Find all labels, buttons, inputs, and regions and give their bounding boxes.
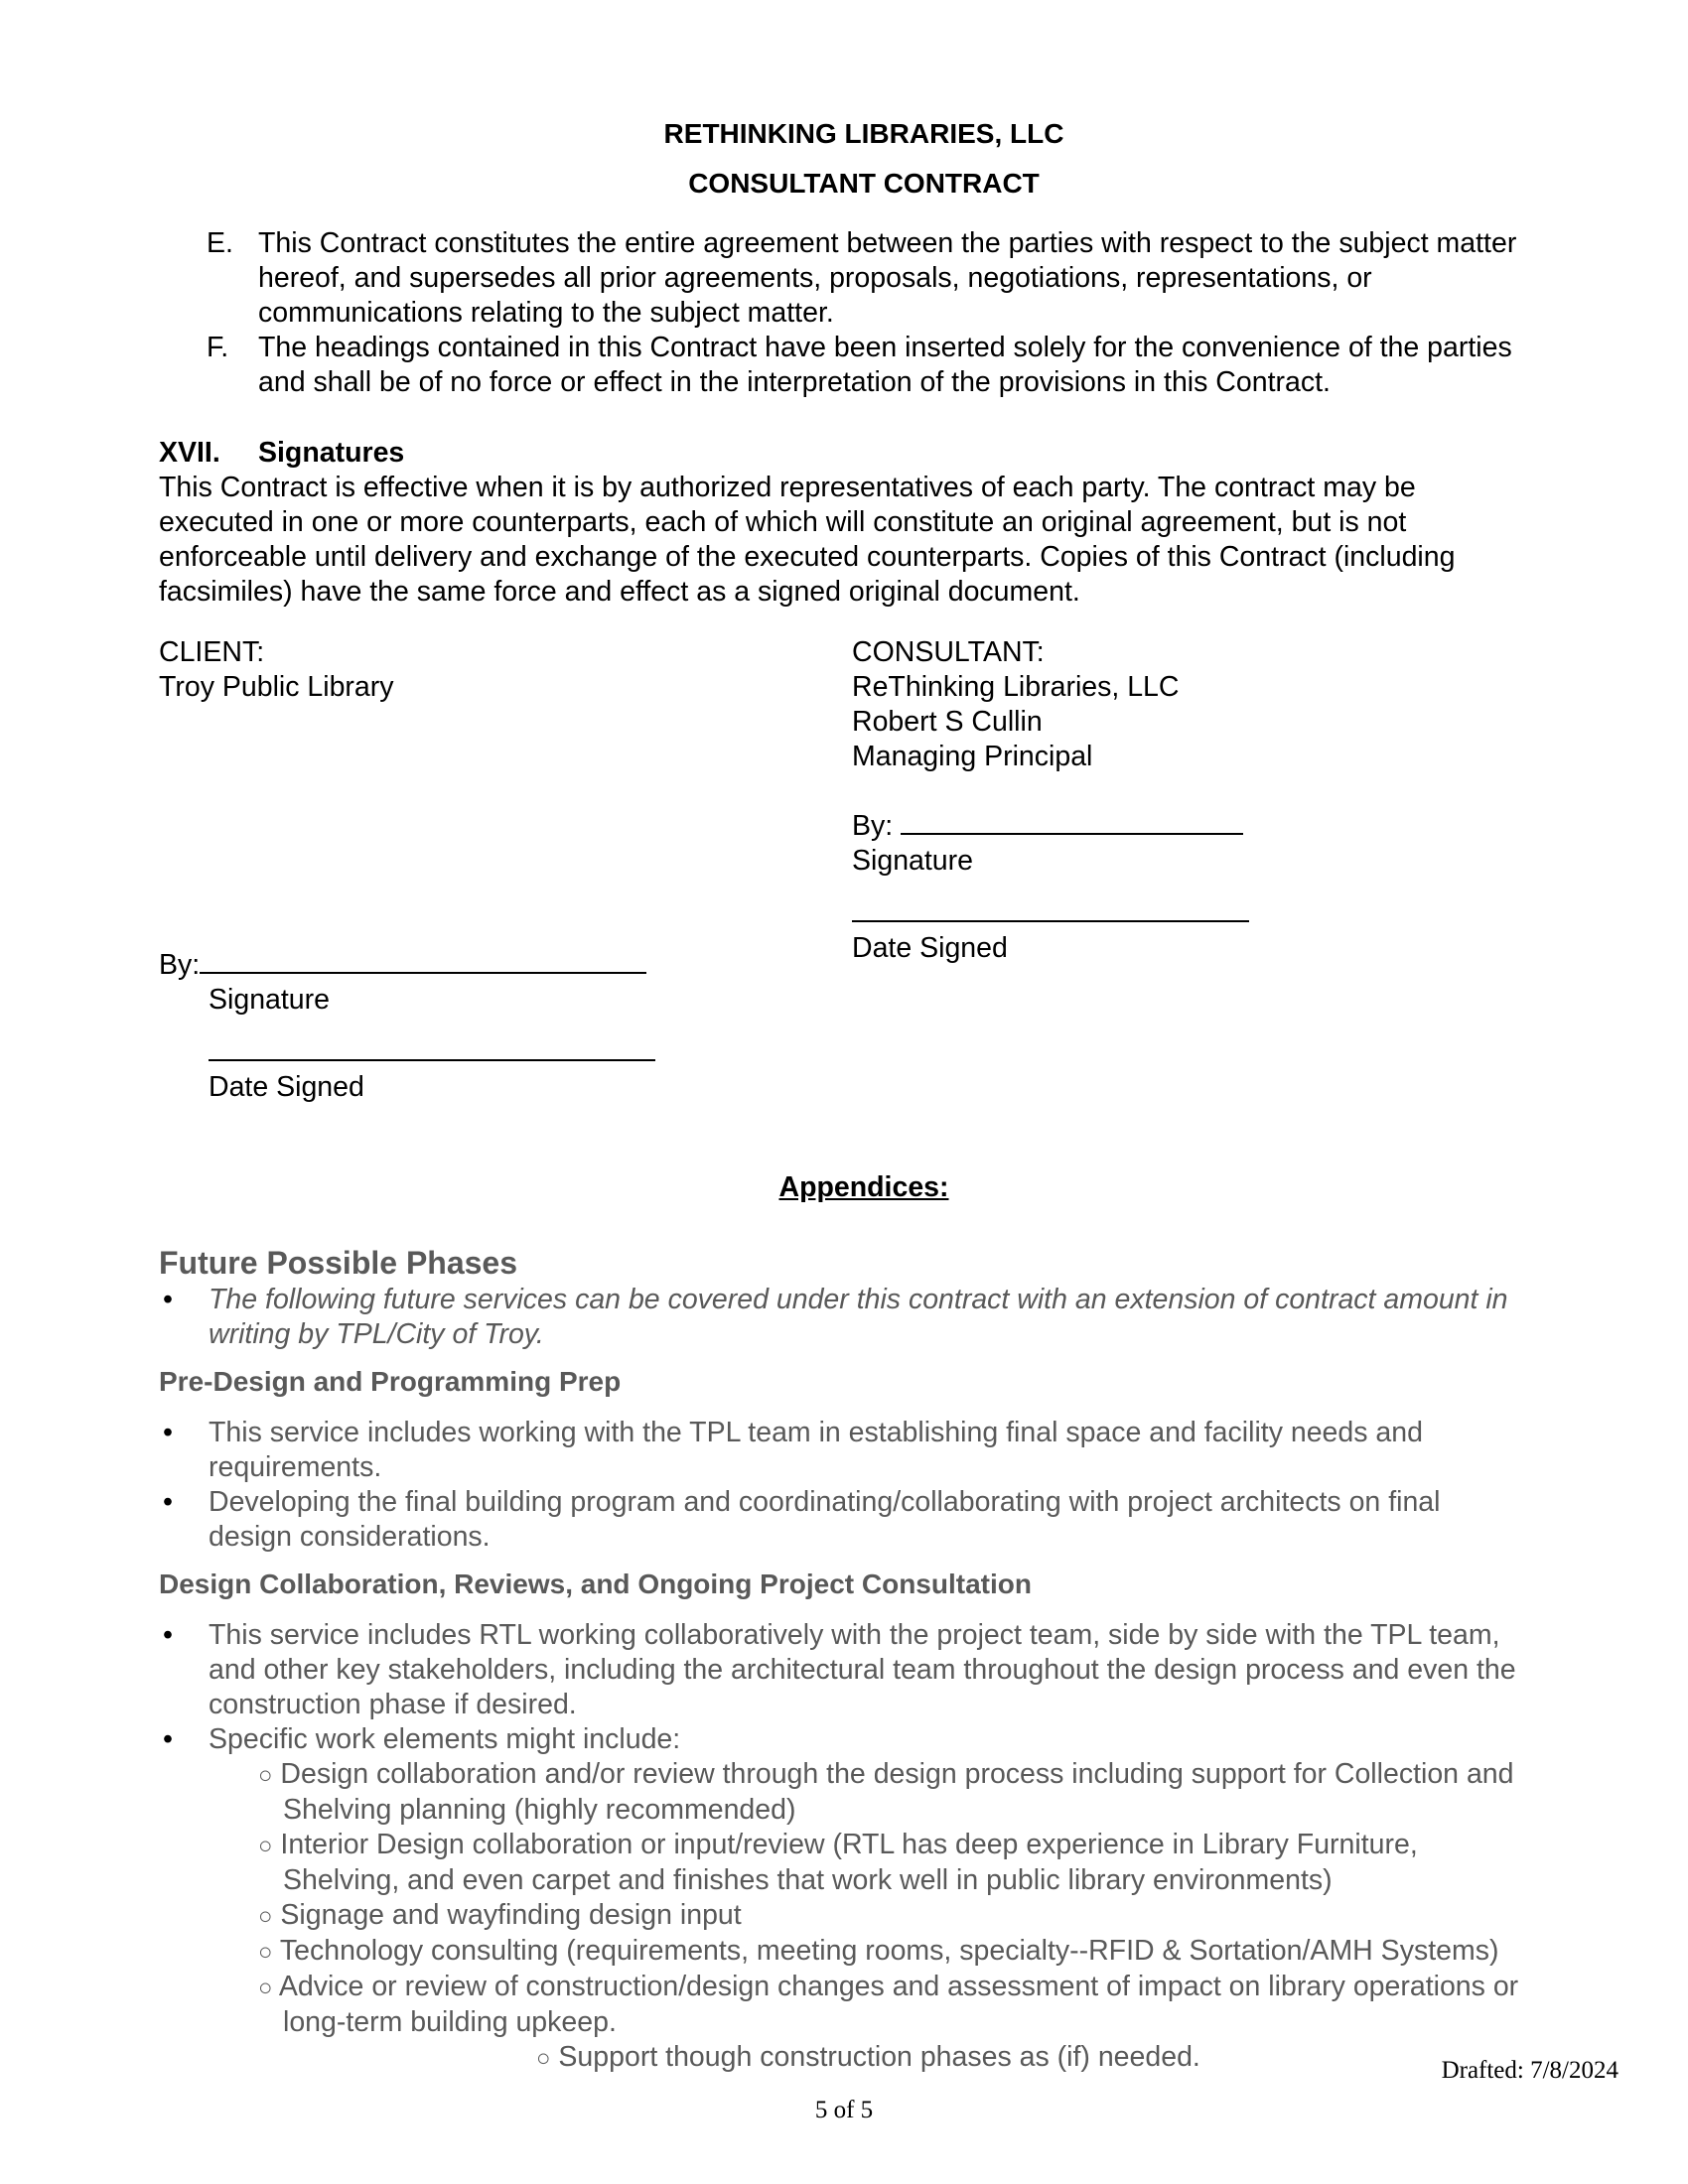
clause-text: This Contract constitutes the entire agreement between the parties with respect to the subject matter hereof, and supersedes all prior agreements, proposals, negotiations, representations, or communications relating to the subject matter.	[258, 227, 1517, 329]
consultant-signature-line[interactable]	[901, 809, 1243, 835]
company-heading: RETHINKING LIBRARIES, LLC	[663, 118, 1064, 149]
clause-marker: E.	[207, 227, 233, 259]
bullet-icon: •	[163, 1417, 173, 1448]
list-item-text: Design collaboration and/or review through the design process including support for Collection and Shelving planning (highly recommended)	[280, 1758, 1514, 1826]
section-body: This Contract is effective when it is by authorized representatives of each party. The contract may be executed in one or more counterparts, each of which will constitute an original agreement, but is not enforceable until delivery and exchange of the executed counterparts. Copies of this Contract (including facsimiles) have the same force and effect as a signed original document.	[159, 472, 1456, 608]
clause-text: The headings contained in this Contract have been inserted solely for the convenience of the parties and shall be of no force or effect in the interpretation of the provisions in this Contract.	[258, 332, 1512, 398]
client-by-label: By:	[159, 949, 201, 981]
predesign-list	[159, 1416, 1529, 1555]
list-item	[159, 1970, 1529, 2040]
future-phases-heading: Future Possible Phases	[159, 1245, 518, 1281]
predesign-heading: Pre-Design and Programming Prep	[159, 1366, 622, 1397]
consultant-signature-label: Signature	[852, 845, 974, 877]
circle-bullet-icon: ○	[258, 1762, 273, 1789]
bullet-icon: •	[163, 1284, 173, 1315]
list-item	[159, 1283, 1529, 1352]
future-intro-list	[159, 1283, 1529, 1352]
consultant-by-row	[852, 809, 1529, 844]
list-item	[159, 1898, 1529, 1934]
list-item	[159, 1618, 1529, 1722]
list-item-text: Signage and wayfinding design input	[280, 1899, 742, 1931]
client-label: CLIENT:	[159, 636, 265, 668]
consultant-name: ReThinking Libraries, LLC	[852, 671, 1180, 703]
list-item	[159, 1485, 1529, 1555]
last-work-element	[159, 2040, 1529, 2076]
client-by-row	[159, 948, 852, 983]
list-item	[159, 1757, 1529, 1828]
page-number: 5 of 5	[814, 2097, 874, 2123]
list-item-text: Interior Design collaboration or input/review (RTL has deep experience in Library Furniture, Shelving, and even carpet and finishes that work well in public library environments)	[280, 1829, 1418, 1896]
client-signature-line[interactable]	[200, 948, 646, 974]
consultant-by-label: By:	[852, 810, 894, 842]
consultant-date-row	[852, 896, 1529, 931]
list-item-text: Developing the final building program and coordinating/collaborating with project architects on final design considerations.	[209, 1486, 1441, 1553]
consultant-date-label: Date Signed	[852, 932, 1008, 964]
client-column	[159, 635, 852, 1105]
design-list	[159, 1618, 1529, 1757]
list-item-text: This service includes RTL working collaboratively with the project team, side by side with the TPL team, and other key stakeholders, including the architectural team throughout the design process and even the construction phase if desired.	[209, 1619, 1516, 1720]
clause-list	[159, 226, 1529, 400]
future-intro-text: The following future services can be covered under this contract with an extension of contract amount in writing by TPL/City of Troy.	[209, 1284, 1508, 1350]
consultant-label: CONSULTANT:	[852, 636, 1045, 668]
consultant-role: Managing Principal	[852, 741, 1093, 772]
list-item-text: Specific work elements might include:	[209, 1723, 681, 1755]
appendices-title: Appendices:	[778, 1171, 949, 1203]
clause-item	[159, 331, 1529, 400]
clause-marker: F.	[207, 332, 229, 363]
list-item	[159, 1828, 1529, 1898]
circle-bullet-icon: ○	[258, 1833, 273, 1859]
clause-item	[159, 226, 1529, 331]
drafted-date: Drafted: 7/8/2024	[1441, 2057, 1618, 2084]
circle-bullet-icon: ○	[258, 1903, 273, 1930]
client-date-row	[159, 1035, 852, 1070]
list-item	[159, 1722, 1529, 1757]
list-item-text: This service includes working with the TPL team in establishing final space and facility needs and requirements.	[209, 1417, 1423, 1483]
work-elements-list	[159, 1757, 1529, 2040]
list-item-text: Advice or review of construction/design changes and assessment of impact on library operations or long-term building upkeep.	[278, 1971, 1519, 2038]
list-item	[159, 1416, 1529, 1485]
bullet-icon: •	[163, 1723, 173, 1755]
list-item-text: Technology consulting (requirements, meeting rooms, specialty--RFID & Sortation/AMH Systems)	[279, 1935, 1499, 1967]
circle-bullet-icon: ○	[536, 2045, 551, 2072]
section-number: XVII.	[159, 437, 220, 469]
client-date-line[interactable]	[209, 1035, 655, 1061]
consultant-date-line[interactable]	[852, 896, 1249, 922]
list-item	[159, 1934, 1529, 1970]
section-heading	[159, 436, 1529, 471]
bullet-icon: •	[163, 1486, 173, 1518]
client-name: Troy Public Library	[159, 671, 394, 703]
signature-block	[159, 635, 1529, 1105]
list-item-text: Support though construction phases as (if) needed.	[558, 2041, 1200, 2073]
design-heading: Design Collaboration, Reviews, and Ongoing Project Consultation	[159, 1569, 1032, 1599]
consultant-person: Robert S Cullin	[852, 706, 1043, 738]
circle-bullet-icon: ○	[258, 1975, 273, 2001]
document-title: CONSULTANT CONTRACT	[688, 168, 1040, 199]
consultant-column	[852, 635, 1529, 1105]
section-title: Signatures	[258, 437, 405, 469]
circle-bullet-icon: ○	[258, 1939, 273, 1966]
bullet-icon: •	[163, 1619, 173, 1651]
client-date-label: Date Signed	[209, 1071, 364, 1103]
client-signature-label: Signature	[209, 984, 331, 1016]
